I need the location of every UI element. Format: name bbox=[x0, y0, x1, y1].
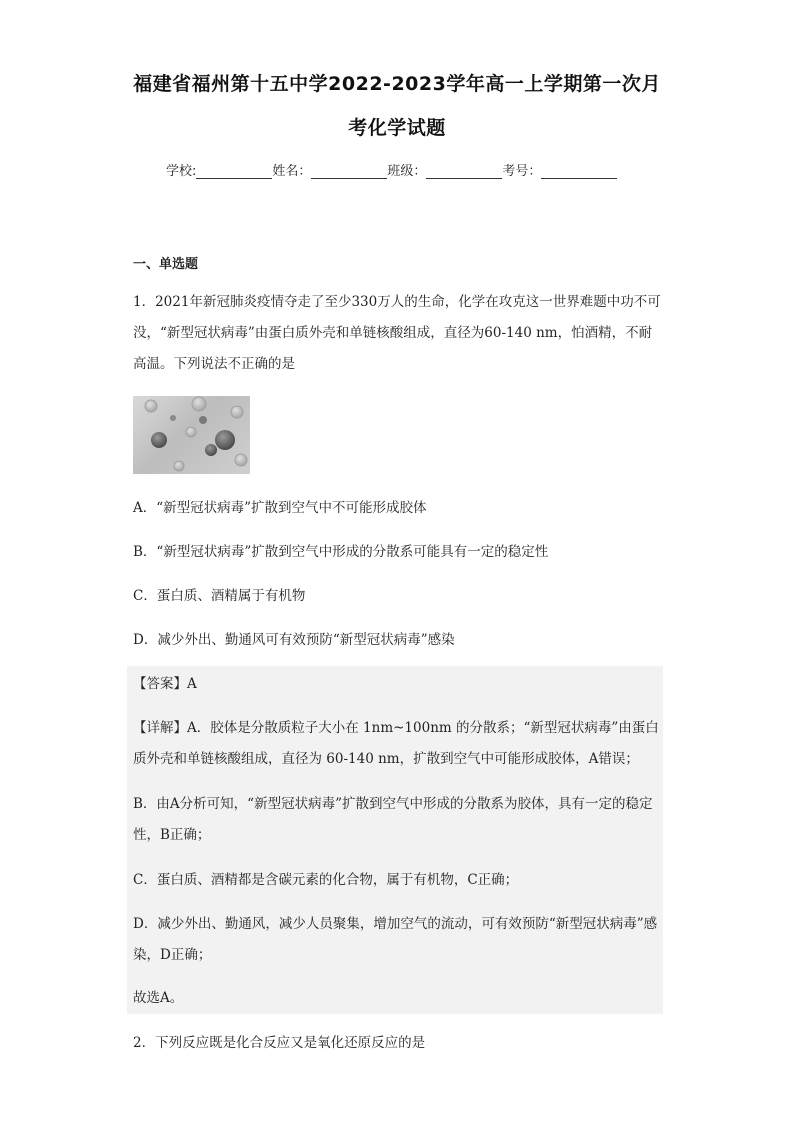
answer-line: 【答案】A bbox=[133, 676, 197, 692]
class-label: 班级： bbox=[387, 164, 427, 179]
option-b: B．“新型冠状病毒”扩散到空气中形成的分散系可能具有一定的稳定性 bbox=[133, 544, 549, 560]
exam-no-blank[interactable] bbox=[541, 164, 617, 179]
detail-b: B．由A分析可知，“新型冠状病毒”扩散到空气中形成的分散系为胶体，具有一定的稳定性，B正确； bbox=[133, 796, 653, 843]
exam-no-label: 考号： bbox=[502, 164, 542, 179]
school-blank[interactable] bbox=[196, 164, 272, 179]
option-a: A．“新型冠状病毒”扩散到空气中不可能形成胶体 bbox=[133, 500, 427, 516]
question-2-stem: 2．下列反应既是化合反应又是氧化还原反应的是 bbox=[133, 1035, 426, 1051]
section-heading: 一、单选题 bbox=[133, 257, 199, 272]
class-blank[interactable] bbox=[426, 164, 502, 179]
option-d: D．减少外出、勤通风可有效预防“新型冠状病毒”感染 bbox=[133, 632, 455, 648]
page-title-line2: 考化学试题 bbox=[348, 117, 446, 139]
name-label: 姓名： bbox=[272, 164, 312, 179]
school-label: 学校: bbox=[166, 164, 197, 179]
detail-a: 【详解】A．胶体是分散质粒子大小在 1nm~100nm 的分散系；“新型冠状病毒”由蛋白质外壳和单链核酸组成，直径为 60-140 nm，扩散到空气中可能形成胶体，A错误； bbox=[133, 720, 659, 767]
question-1-stem: 1．2021年新冠肺炎疫情夺走了至少330万人的生命，化学在攻克这一世界难题中功不可没，“新型冠状病毒”由蛋白质外壳和单链核酸组成，直径为60-140 nm，怕酒精，不耐高温。下列说法不正确的是 bbox=[133, 294, 661, 372]
detail-d: D．减少外出、勤通风，减少人员聚集，增加空气的流动，可有效预防“新型冠状病毒”感染，D正确； bbox=[133, 916, 658, 963]
page-title-line1: 福建省福州第十五中学2022-2023学年高一上学期第一次月 bbox=[133, 73, 661, 95]
virus-illustration-icon bbox=[133, 396, 250, 474]
detail-conclusion: 故选A。 bbox=[133, 990, 184, 1006]
detail-c: C．蛋白质、酒精都是含碳元素的化合物，属于有机物，C正确； bbox=[133, 872, 519, 888]
virus-image bbox=[133, 396, 250, 474]
student-info-row bbox=[166, 160, 636, 179]
option-c: C．蛋白质、酒精属于有机物 bbox=[133, 588, 306, 604]
name-blank[interactable] bbox=[311, 164, 387, 179]
